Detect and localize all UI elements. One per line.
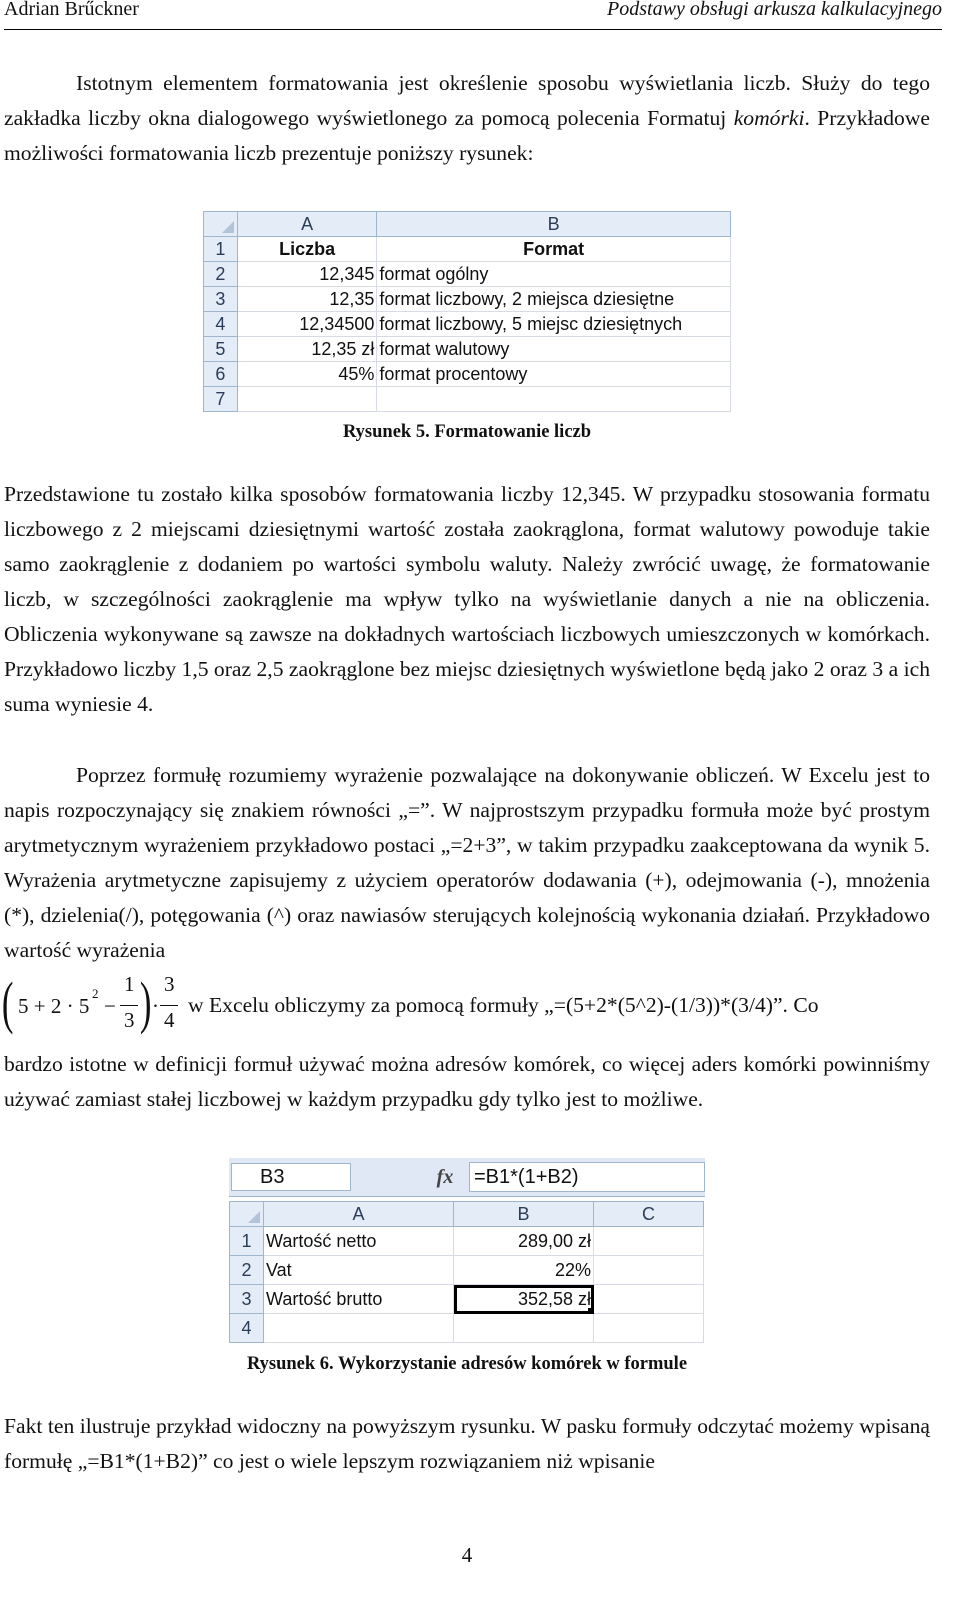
cell-a1: Liczba — [237, 237, 377, 262]
cell-b3: format liczbowy, 2 miejsca dziesiętne — [377, 287, 731, 312]
figure-5-spreadsheet — [203, 211, 731, 412]
column-header-a: A — [264, 1202, 454, 1227]
cell-b5: format walutowy — [377, 337, 731, 362]
cell-b6: format procentowy — [377, 362, 731, 387]
header-title: Podstawy obsługi arkusza kalkulacyjnego — [607, 0, 942, 20]
cell-b3-selected[interactable] — [454, 1285, 594, 1314]
math-left-paren: ( — [1, 970, 14, 1035]
math-frac1-num: 1 — [124, 972, 135, 996]
math-frac2-num: 3 — [164, 972, 175, 996]
paragraph-3: Poprzez formułę rozumiemy wyrażenie pozwalające na dokonywanie obliczeń. W Excelu jest to napis rozpoczynający się znakiem równości „=”. W najprostszym przypadku formuła może być prostym arytmetycznym wyrażeniem przykładowo postaci „=2+3”, w takim przypadku zaakceptowana da wynik 5. Wyrażenia arytmetyczne zapisujemy z użyciem operatorów dodawania (+), odejmowania (-), mnożenia (*), dzielenia(/), potęgowania (^) oraz nawiasów sterujących kolejnością wykonania działań. Przykładowo wartość wyrażenia — [4, 763, 930, 962]
select-all-corner — [230, 1202, 264, 1227]
cell-a5: 12,35 zł — [237, 337, 377, 362]
cell-b1: Format — [377, 237, 731, 262]
row-header: 3 — [230, 1285, 264, 1314]
row-header: 3 — [204, 287, 238, 312]
page-header — [4, 0, 942, 24]
math-frac1-den: 3 — [124, 1008, 135, 1032]
math-dot: · — [152, 994, 159, 1018]
math-frac1-bar — [120, 1005, 138, 1006]
cell-a6: 45% — [237, 362, 377, 387]
row-header: 4 — [204, 312, 238, 337]
math-frac2-den: 4 — [164, 1008, 175, 1032]
cell-b7 — [377, 387, 731, 412]
figure-6-caption: Rysunek 6. Wykorzystanie adresów komórek w formule — [246, 1354, 688, 1374]
math-expression — [1, 970, 184, 1038]
row-header: 5 — [204, 337, 238, 362]
math-frac2-bar — [160, 1005, 178, 1006]
cell-b2: 22% — [454, 1256, 594, 1285]
figure-6-spreadsheet — [229, 1158, 705, 1343]
figure-5-caption: Rysunek 5. Formatowanie liczb — [342, 422, 592, 442]
row-header: 6 — [204, 362, 238, 387]
column-header-c: C — [594, 1202, 704, 1227]
select-all-corner — [204, 212, 238, 237]
cell-b4: format liczbowy, 5 miejsc dziesiętnych — [377, 312, 731, 337]
cell-a2: 12,345 — [237, 262, 377, 287]
math-minus: − — [104, 994, 116, 1018]
cell-a1: Wartość netto — [264, 1227, 454, 1256]
header-rule — [4, 29, 942, 30]
paragraph-1 — [4, 66, 930, 171]
row-header: 1 — [204, 237, 238, 262]
cell-c1 — [594, 1227, 704, 1256]
cell-c2 — [594, 1256, 704, 1285]
cell-b2: format ogólny — [377, 262, 731, 287]
paragraph-3-formula: w Excelu obliczymy za pomocą formuły „=(5+2*(5^2)-(1/3))*(3/4)”. Co — [188, 993, 819, 1017]
cell-a3: 12,35 — [237, 287, 377, 312]
math-base: 5 + 2 · 5 — [18, 994, 90, 1018]
cell-c4 — [594, 1314, 704, 1343]
cell-a3: Wartość brutto — [264, 1285, 454, 1314]
row-header: 2 — [230, 1256, 264, 1285]
cell-b1: 289,00 zł — [454, 1227, 594, 1256]
cell-a7 — [237, 387, 377, 412]
row-header: 7 — [204, 387, 238, 412]
row-header: 2 — [204, 262, 238, 287]
paragraph-1-text-end: . Przykładowe możliwości formatowania liczb prezentuje poniższy rysunek: — [4, 106, 930, 165]
paragraph-1-italic: komórki — [733, 106, 805, 130]
column-header-b: B — [454, 1202, 594, 1227]
column-header-b: B — [377, 212, 731, 237]
cell-a4: 12,34500 — [237, 312, 377, 337]
cell-c3 — [594, 1285, 704, 1314]
paragraph-5: Fakt ten ilustruje przykład widoczny na powyższym rysunku. W pasku formuły odczytać możemy wpisaną formułę „=B1*(1+B2)” co jest o wiele lepszym rozwiązaniem niż wpisanie — [4, 1414, 930, 1473]
fill-handle[interactable] — [588, 1308, 594, 1314]
name-box[interactable]: B3 — [231, 1163, 351, 1191]
formula-input[interactable]: =B1*(1+B2) — [469, 1162, 705, 1192]
header-author: Adrian Brűckner — [4, 0, 139, 20]
row-header: 1 — [230, 1227, 264, 1256]
paragraph-1-text: Istotnym elementem formatowania jest określenie sposobu wyświetlania liczb. Służy do tego zakładka liczby okna dialogowego wyświetlonego za pomocą polecenia Formatuj — [4, 71, 930, 130]
math-exponent: 2 — [92, 986, 99, 1001]
column-header-a: A — [237, 212, 377, 237]
cell-b4 — [454, 1314, 594, 1343]
formula-bar — [229, 1158, 705, 1197]
paragraph-4: bardzo istotne w definicji formuł używać można adresów komórek, co więcej aders komórki powinniśmy używać zamiast stałej liczbowej w każdym przypadku gdy tylko jest to możliwe. — [4, 1052, 930, 1111]
paragraph-2: Przedstawione tu zostało kilka sposobów formatowania liczby 12,345. W przypadku stosowania formatu liczbowego z 2 miejscami dziesiętnymi wartość została zaokrąglona, format walutowy powoduje takie samo zaokrąglenie z dodaniem po wartości symbolu waluty. Należy zwrócić uwagę, że formatowanie liczb, w szczególności zaokrąglenie ma wpływ tylko na wyświetlanie danych a nie na obliczenia. Obliczenia wykonywane są zawsze na dokładnych wartościach liczbowych umieszczonych w komórkach. Przykładowo liczby 1,5 oraz 2,5 zaokrąglone bez miejsc dziesiętnych wyświetlone będą jako 2 oraz 3 a ich suma wyniesie 4. — [4, 482, 930, 716]
cell-a4 — [264, 1314, 454, 1343]
row-header: 4 — [230, 1314, 264, 1343]
page-number: 4 — [461, 1543, 473, 1567]
cell-a2: Vat — [264, 1256, 454, 1285]
cell-b3-value: 352,58 zł — [517, 1288, 591, 1309]
fx-icon[interactable]: fx — [436, 1165, 454, 1188]
math-right-paren: ) — [139, 970, 152, 1035]
